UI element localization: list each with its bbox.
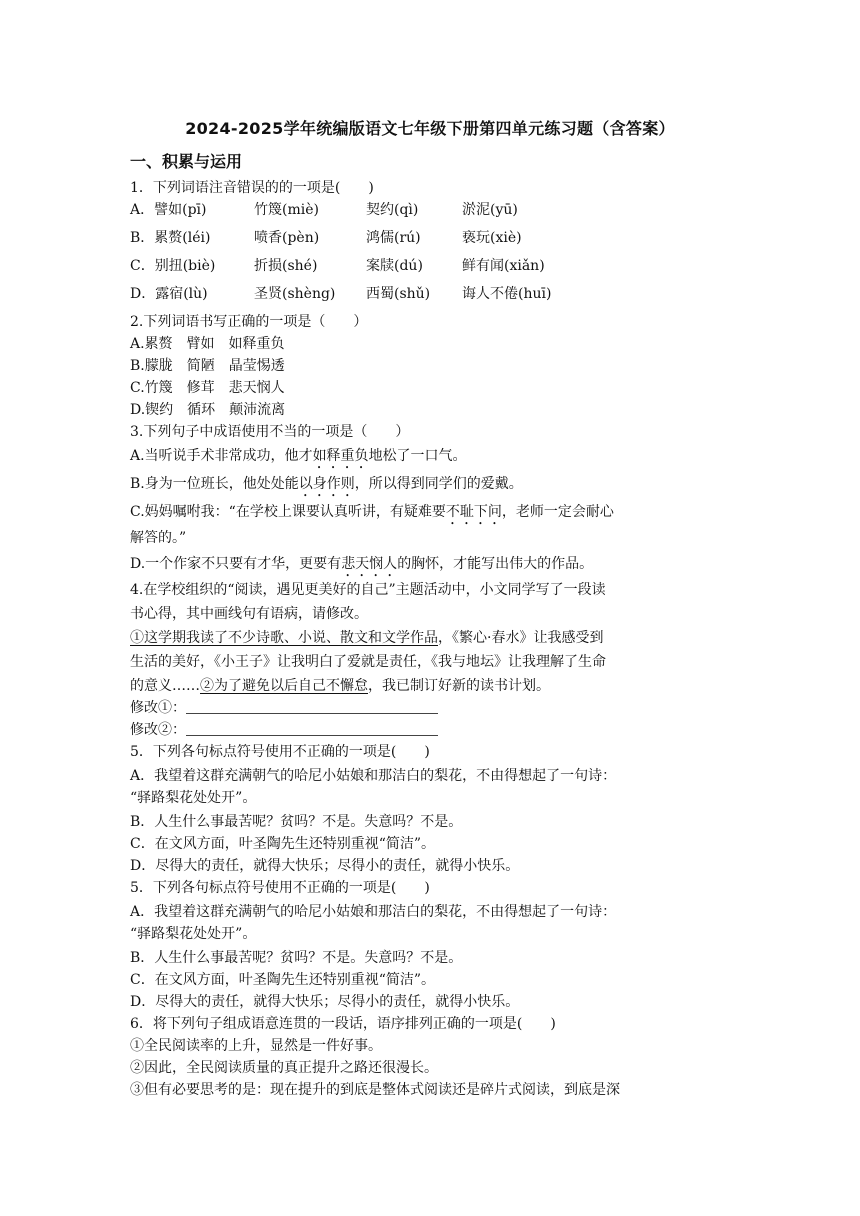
q3-option-c-cont: 解答的。”	[130, 530, 187, 546]
q4-line-5-post: ，我已制订好新的读书计划。	[368, 678, 550, 694]
q1-c-2: 折损(shé)	[254, 258, 318, 274]
q4-underlined-sentence-2: ②为了避免以后自己不懈怠	[200, 678, 368, 694]
q2-option-c: C.竹篾 修茸 悲天悯人	[130, 380, 285, 396]
q3-option-a	[130, 446, 467, 472]
q5-option-d: D．尽得大的责任，就得大快乐；尽得小的责任，就得小快乐。	[130, 858, 520, 874]
q1-a-3: 契约(qì)	[366, 202, 419, 218]
q1-stem: 1．下列词语注音错误的的一项是( )	[130, 180, 374, 196]
q1-option-c	[130, 256, 545, 276]
q4-fix-2-blank[interactable]	[186, 721, 438, 736]
q3-d-pre: D.一个作家不只要有才华，更要有	[130, 556, 342, 572]
q4-line-1: 4.在学校组织的“阅读，遇见更美好的自己”主题活动中，小文同学写了一段读	[130, 582, 606, 598]
q4-line-5	[130, 676, 550, 696]
q2-option-a: A.累赘 臂如 如释重负	[130, 336, 285, 352]
q2-stem: 2.下列词语书写正确的一项是（ ）	[130, 314, 368, 330]
q1-d-1: D．露宿(lù)	[130, 286, 208, 302]
q6-sentence-2: ②因此，全民阅读质量的真正提升之路还很漫长。	[130, 1060, 438, 1076]
q6-stem: 6．将下列句子组成语意连贯的一段话，语序排列正确的一项是( )	[130, 1016, 556, 1032]
q4-line-4: 生活的美好，《小王子》让我明白了爱就是责任，《我与地坛》让我理解了生命	[130, 654, 606, 670]
page-title: 2024-2025学年统编版语文七年级下册第四单元练习题（含答案）	[185, 119, 675, 138]
q5-stem: 5．下列各句标点符号使用不正确的一项是( )	[130, 744, 430, 760]
q2-option-d: D.锲约 循环 颠沛流离	[130, 402, 286, 418]
q2-option-b: B.朦胧 简陋 晶莹惕透	[130, 358, 285, 374]
q1-c-4: 鲜有闻(xiǎn)	[462, 258, 545, 274]
q3-c-idiom: 不耻下问	[445, 504, 502, 520]
q3-stem: 3.下列句子中成语使用不当的一项是（ ）	[130, 424, 410, 440]
q5b-stem: 5．下列各句标点符号使用不正确的一项是( )	[130, 880, 430, 896]
q1-b-2: 喷香(pèn)	[254, 230, 320, 246]
q3-b-pre: B.身为一位班长，他处处能	[130, 476, 299, 492]
q6-sentence-1: ①全民阅读率的上升，显然是一件好事。	[130, 1038, 382, 1054]
q4-fix-1-blank[interactable]	[186, 699, 438, 714]
q5b-option-b: B．人生什么事最苦呢？贫吗？不是。失意吗？不是。	[130, 950, 463, 966]
q4-fix-1	[130, 698, 438, 718]
q1-d-3: 西蜀(shǔ)	[366, 286, 431, 302]
q4-line-2: 书心得，其中画线句有语病，请修改。	[130, 606, 368, 622]
q1-b-3: 鸿儒(rú)	[366, 230, 421, 246]
q5-option-a: A．我望着这群充满朝气的哈尼小姑娘和那洁白的梨花，不由得想起了一句诗：	[130, 768, 617, 784]
q4-line-5-pre: 的意义……	[130, 678, 200, 694]
section-heading: 一、积累与运用	[130, 152, 243, 171]
q1-d-4: 诲人不倦(huī)	[462, 286, 552, 302]
q5b-option-a: A．我望着这群充满朝气的哈尼小姑娘和那洁白的梨花，不由得想起了一句诗：	[130, 904, 617, 920]
q5-option-c: C．在文风方面，叶圣陶先生还特别重视“简洁”。	[130, 836, 436, 852]
q1-option-d	[130, 284, 551, 304]
q3-option-d	[130, 554, 593, 580]
q1-c-1: C．别扭(biè)	[130, 258, 216, 274]
q5-option-b: B．人生什么事最苦呢？贫吗？不是。失意吗？不是。	[130, 814, 463, 830]
q1-a-4: 淤泥(yū)	[462, 202, 518, 218]
q3-d-idiom: 悲天悯人	[341, 556, 398, 572]
q5b-option-c: C．在文风方面，叶圣陶先生还特别重视“简洁”。	[130, 972, 436, 988]
q1-a-1: A．譬如(pī)	[130, 202, 207, 218]
q1-c-3: 案牍(dú)	[366, 258, 423, 274]
q5b-option-d: D．尽得大的责任，就得大快乐；尽得小的责任，就得小快乐。	[130, 994, 520, 1010]
q3-b-post: ，所以得到同学们的爱戴。	[354, 476, 523, 492]
q4-fix-2	[130, 720, 438, 740]
q4-line-3	[130, 628, 603, 648]
q6-sentence-3: ③但有必要思考的是：现在提升的到底是整体式阅读还是碎片式阅读，到底是深	[130, 1082, 620, 1098]
q3-a-post: 地松了一口气。	[368, 448, 467, 464]
q1-b-1: B．累赘(léi)	[130, 230, 211, 246]
q4-underlined-sentence-1: ①这学期我读了不少诗歌、小说、散文和文学作品	[130, 630, 438, 646]
q1-a-2: 竹篾(miè)	[254, 202, 319, 218]
q4-line-3-post: ，《繁心·春水》让我感受到	[438, 630, 604, 646]
q3-c-pre: C.妈妈嘱咐我：“在学校上课要认真听讲，有疑难要	[130, 504, 446, 520]
q1-d-2: 圣贤(shèng)	[254, 286, 336, 302]
q4-fix-2-label: 修改②：	[130, 722, 186, 738]
q3-c-post: ，老师一定会耐心	[501, 504, 614, 520]
q1-option-b	[130, 228, 522, 248]
q3-b-idiom: 以身作则	[298, 476, 355, 492]
q3-a-idiom: 如释重负	[312, 448, 369, 464]
q5-option-a-cont: “驿路梨花处处开”。	[130, 790, 257, 806]
q5b-option-a-cont: “驿路梨花处处开”。	[130, 926, 257, 942]
q1-option-a	[130, 200, 518, 220]
q3-option-c	[130, 502, 614, 528]
q4-fix-1-label: 修改①：	[130, 700, 186, 716]
q3-a-pre: A.当听说手术非常成功，他才	[130, 448, 313, 464]
q1-b-4: 亵玩(xiè)	[462, 230, 522, 246]
q3-option-b	[130, 474, 523, 500]
q3-d-post: 的胸怀，才能写出伟大的作品。	[397, 556, 594, 572]
